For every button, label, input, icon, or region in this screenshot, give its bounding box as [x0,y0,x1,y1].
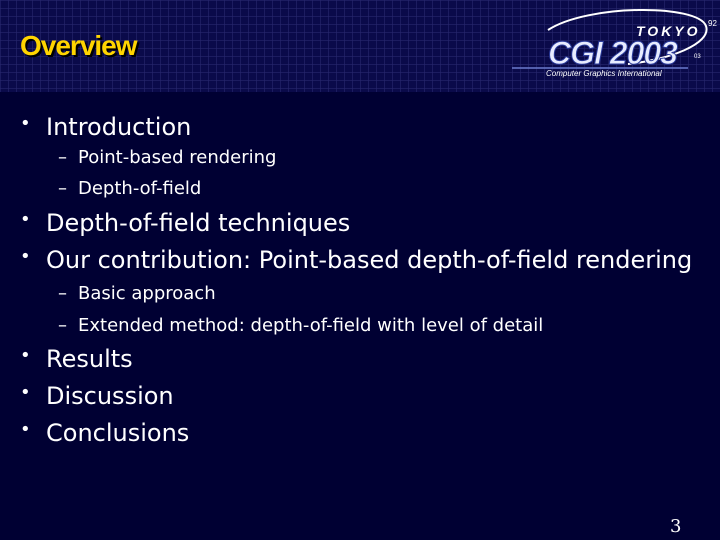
bullet-text: Our contribution: Point-based depth-of-field rendering [46,246,693,274]
logo-small-number-2: 03 [694,54,701,60]
bullet-glyph: • [20,345,31,366]
slide-title: Overview [20,30,137,61]
cgi-2003-logo [508,8,720,80]
page-number: 3 [670,516,682,537]
sub-bullet-text: Depth-of-field [78,178,202,199]
sub-bullet-text: Basic approach [78,283,216,304]
bullet-text: Conclusions [46,419,190,447]
logo-wordmark: CGI 2003 [548,35,677,71]
bullet-text: Discussion [46,382,174,410]
logo-subtitle: Computer Graphics International [546,69,662,78]
sub-bullet-glyph: – [58,178,67,199]
sub-bullet-text: Point-based rendering [78,147,277,168]
title-bar [0,0,720,92]
sub-bullet-glyph: – [58,147,67,168]
bullet-glyph: • [20,209,31,230]
bullet-glyph: • [20,382,31,403]
bullet-glyph: • [20,246,31,267]
bullet-text: Depth-of-field techniques [46,209,351,237]
bullet-glyph: • [20,419,31,440]
bullet-text: Results [46,345,133,373]
logo-small-number-1: 92 [708,19,717,28]
sub-bullet-glyph: – [58,315,67,336]
bullet-text: Introduction [46,113,192,141]
logo-city: TOKYO [636,23,701,39]
bullet-glyph: • [20,113,31,134]
sub-bullet-glyph: – [58,283,67,304]
sub-bullet-text: Extended method: depth-of-field with level of detail [78,315,544,336]
